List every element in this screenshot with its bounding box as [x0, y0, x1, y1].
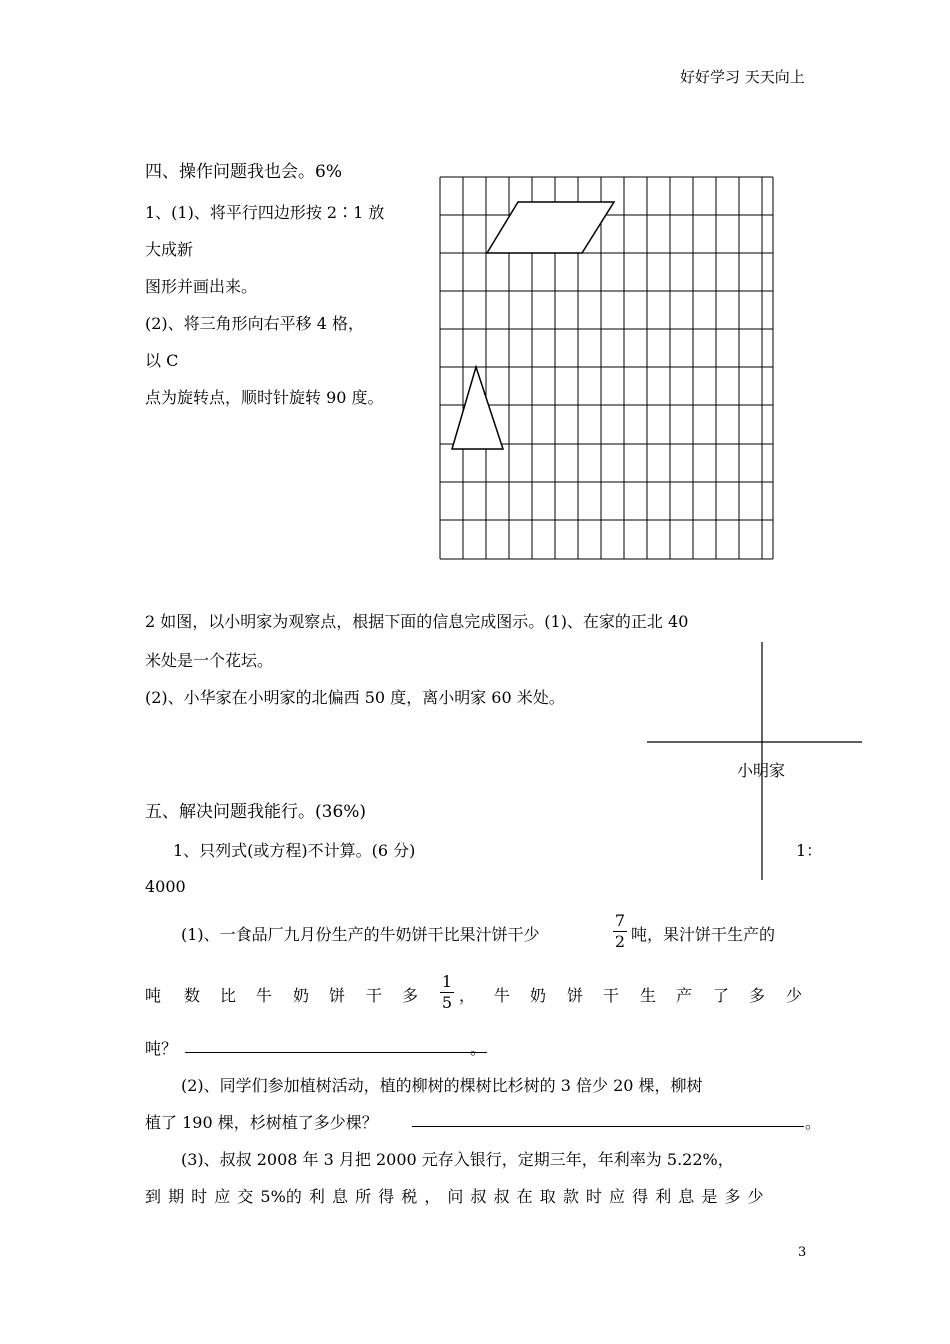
p2-answer-blank[interactable] — [412, 1126, 804, 1127]
p3-line1: (3)、叔叔 2008 年 3 月把 2000 元存入银行，定期三年，年利率为 5.22%， — [181, 1150, 734, 1169]
triangle-shape — [452, 367, 503, 449]
q1-line1: 1、(1)、将平行四边形按 2∶1 放 — [145, 203, 385, 222]
drawing-grid — [436, 174, 778, 562]
p1-answer-blank[interactable] — [185, 1052, 487, 1053]
p1-line2-char: 饼 — [329, 986, 346, 1005]
fraction-denominator: 2 — [614, 932, 626, 951]
p2-line2: 植了 190 棵，杉树植了多少棵？ — [145, 1113, 378, 1132]
page-header: 好好学习 天天向上 — [680, 68, 805, 86]
p1-line2-char: 少 — [786, 986, 803, 1005]
q2-line1: 2 如图，以小明家为观察点，根据下面的信息完成图示。(1)、在家的正北 40 — [145, 612, 689, 631]
q1-line2: 大成新 — [145, 240, 194, 259]
p1-line3: 吨？ — [145, 1039, 178, 1058]
p1-line2-char: 吨 — [145, 986, 162, 1005]
fraction-7-2 — [613, 912, 627, 951]
q1-line4: (2)、将三角形向右平移 4 格， — [145, 314, 365, 333]
parallelogram-shape — [487, 202, 614, 253]
scale-label: 1： — [796, 841, 823, 860]
p1-line2-char: 多 — [749, 986, 766, 1005]
fraction-1-5 — [440, 973, 454, 1012]
p2-line1: (2)、同学们参加植树活动，植的柳树的棵树比杉树的 3 倍少 20 棵，柳树 — [181, 1076, 703, 1095]
p2-end-mark: 。 — [805, 1113, 822, 1132]
page-number: 3 — [798, 1245, 807, 1260]
s5-q1-title: 1、只列式(或方程)不计算。(6 分) — [173, 841, 416, 860]
p3-line2: 到 期 时 应 交 5%的 利 息 所 得 税 ， 问 叔 叔 在 取 款 时 应 得 利 息 是 多 少 — [145, 1187, 764, 1206]
p1-line2-char: 牛 — [494, 986, 511, 1005]
xiaoming-home-label: 小明家 — [737, 761, 786, 780]
q2-line2: 米处是一个花坛。 — [145, 651, 274, 670]
section4-title: 四、操作问题我也会。6% — [145, 162, 342, 182]
p1-text-b: 吨，果汁饼干生产的 — [631, 925, 776, 944]
p1-line2-char: 了 — [713, 986, 730, 1005]
q1-line3: 图形并画出来。 — [145, 277, 258, 296]
q1-line6: 点为旋转点，顺时针旋转 90 度。 — [145, 388, 384, 407]
p1-line2-char: 干 — [366, 986, 383, 1005]
p1-line2-char: 饼 — [567, 986, 584, 1005]
p1-line2-char: 奶 — [293, 986, 310, 1005]
q1-line5: 以 C — [145, 351, 179, 370]
fraction-numerator: 1 — [441, 972, 453, 991]
p1-line2-char: 多 — [402, 986, 419, 1005]
p1-line2-char: 比 — [220, 986, 237, 1005]
scale-value: 4000 — [145, 877, 186, 896]
p1-line2-char: 牛 — [256, 986, 273, 1005]
p1-line2-char: 奶 — [530, 986, 547, 1005]
p1-line2-char: ， — [459, 986, 476, 1005]
q2-line3: (2)、小华家在小明家的北偏西 50 度，离小明家 60 米处。 — [145, 688, 565, 707]
p1-text-a: (1)、一食品厂九月份生产的牛奶饼干比果汁饼干少 — [181, 925, 540, 944]
fraction-denominator: 5 — [441, 993, 453, 1012]
grid-lines — [440, 177, 773, 559]
p1-end-mark: 。 — [470, 1039, 487, 1058]
p1-line2-char: 生 — [640, 986, 657, 1005]
p1-line2-char: 干 — [603, 986, 620, 1005]
fraction-numerator: 7 — [614, 911, 626, 930]
p1-line2-char: 数 — [184, 986, 201, 1005]
section5-title: 五、解决问题我能行。(36%) — [145, 802, 367, 822]
p1-line2-char: 产 — [676, 986, 693, 1005]
